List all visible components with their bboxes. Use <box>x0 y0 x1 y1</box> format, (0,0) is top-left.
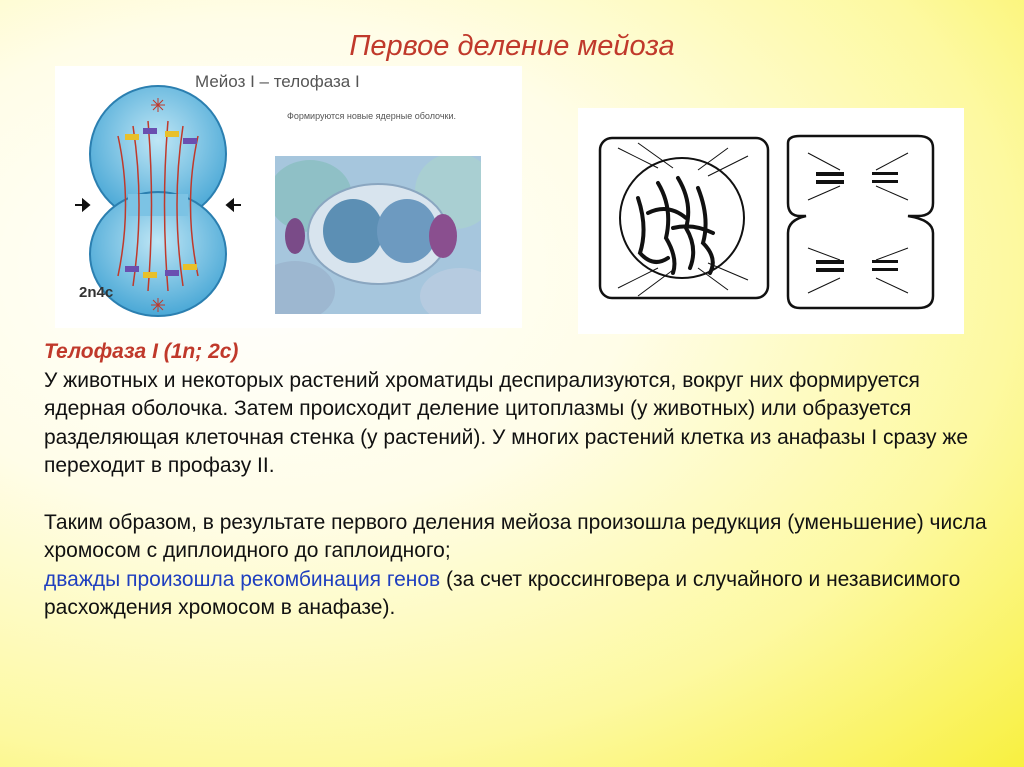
figure-heading: Мейоз I – телофаза I <box>195 72 360 91</box>
recombination-rest: (за счет кроссинговера и случайного и независимого расхождения хромосом в анафазе). <box>44 567 961 619</box>
ploidy-label: 2n4c <box>79 284 114 301</box>
paragraph-reduction: Таким образом, в результате первого деления мейоза произошла редукция (уменьшение) числа хромосом с диплоидного до гаплоидного; <box>44 510 987 562</box>
telophase-schematic <box>578 108 964 334</box>
paragraph-telophase-description: У животных и некоторых растений хроматиды деспирализуются, вокруг них формируется ядерная оболочка. Затем происходит деление цитоплазмы (у животных) или образуется разделяющая клеточная стенка (у растений). У многих растений клетка из анафазы I сразу же переходит в профазу II. <box>44 368 969 477</box>
micrograph-illustration <box>275 156 481 314</box>
slide-body <box>44 338 994 623</box>
recombination-highlight: дважды произошла рекомбинация генов <box>44 567 441 591</box>
schematic-figure <box>578 108 964 334</box>
figure-note: Формируются новые ядерные оболочки. <box>287 111 457 121</box>
paragraph-spacer <box>44 481 994 509</box>
telophase-subheading: Телофаза I (1n; 2c) <box>44 340 239 363</box>
slide-title: Первое деление мейоза <box>349 30 675 62</box>
paragraph-recombination <box>44 566 994 623</box>
telophase-figure <box>55 66 522 328</box>
